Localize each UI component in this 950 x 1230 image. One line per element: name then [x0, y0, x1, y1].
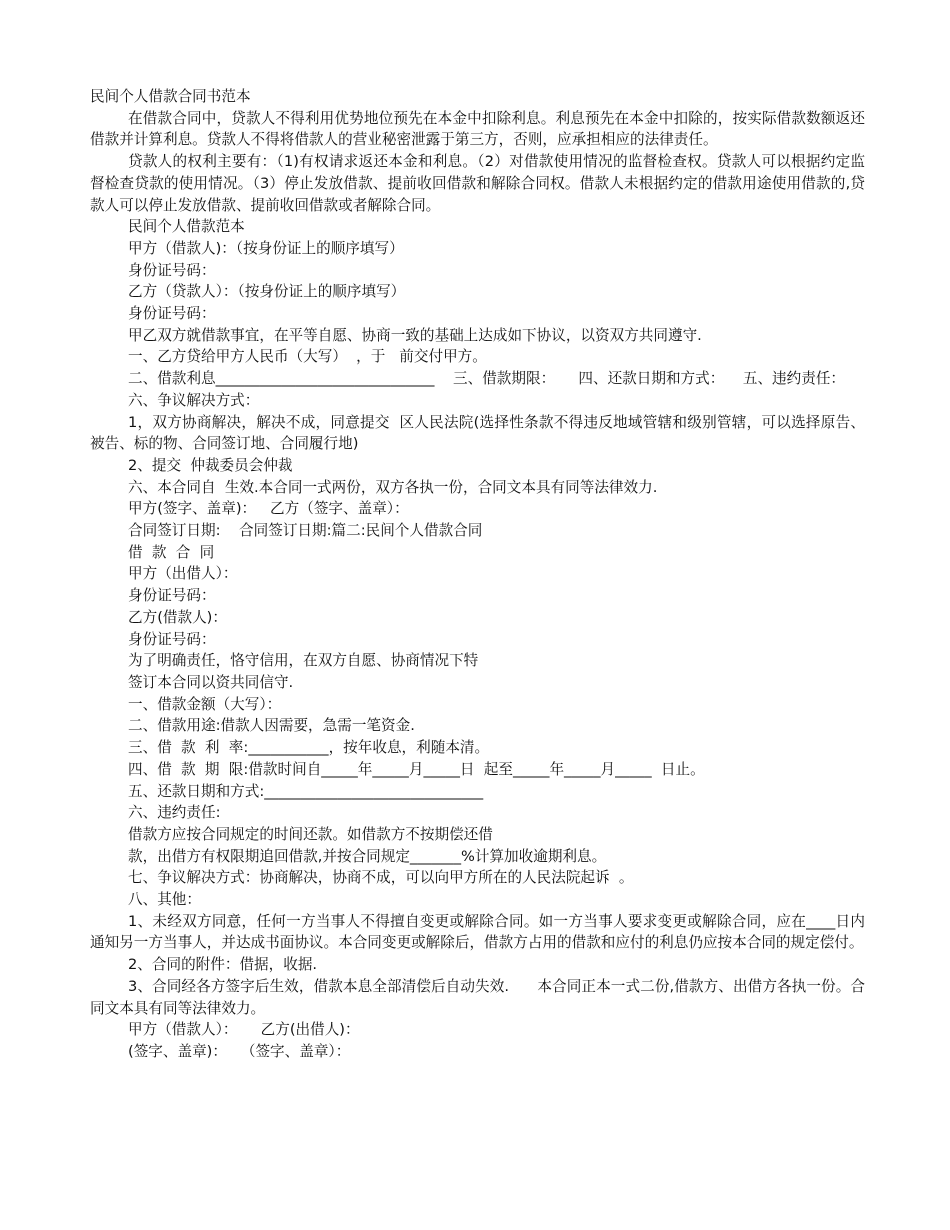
party-b-id-number-2: 身份证号码：: [128, 630, 216, 648]
party-a-id-number: 身份证号码：: [128, 261, 216, 279]
other-item-2: 2、合同的附件：借据，收据.: [128, 956, 318, 974]
clause-4-loan-period: 四、借 款 期 限:借款时间自_____年_____月_____日 起至_____年_____月_____ 日止。: [128, 760, 705, 778]
clause-5-repayment: 五、还款日期和方式:______________________________: [128, 782, 484, 800]
final-signature-parties: 甲方（借款人）： 乙方(出借人)：: [128, 1021, 360, 1039]
signature-line-parties: 甲方(签字、盖章)： 乙方（签字、盖章）：: [128, 500, 409, 518]
breach-line-1: 借款方应按合同规定的时间还款。如借款方不按期偿还借: [128, 825, 493, 843]
party-a-borrower: 甲方（借款人)：（按身份证上的顺序填写）: [128, 239, 404, 257]
clause-6-breach: 六、违约责任:: [128, 804, 221, 822]
clause-2-purpose: 二、借款用途:借款人因需要，急需一笔资金.: [128, 717, 415, 735]
clause-dispute-resolution: 六、争议解决方式：: [128, 391, 260, 409]
dispute-option-court: 1，双方协商解决，解决不成，同意提交 区人民法院(选择性条款不得违反地域管辖和级别管辖，可以选择原告、被告、标的物、合同签订地、合同履行地): [90, 413, 865, 453]
clause-8-other: 八、其他：: [128, 891, 201, 909]
dispute-option-arbitration: 2、提交 仲裁委员会仲裁: [128, 456, 293, 474]
clause-loan-amount: 一、乙方贷给甲方人民币（大写） ，于 前交付甲方。: [128, 348, 487, 366]
party-b-lender: 乙方（贷款人）：（按身份证上的顺序填写）: [128, 283, 406, 301]
preamble-line-1: 为了明确责任，恪守信用，在双方自愿、协商情况下特: [128, 652, 479, 670]
party-a-id-number-2: 身份证号码：: [128, 587, 216, 605]
preamble-line-2: 签订本合同以资共同信守.: [128, 673, 294, 691]
clause-3-interest-rate: 三、借 款 利 率:___________，按年收息，利随本清。: [128, 739, 490, 757]
other-item-1: 1、未经双方同意，任何一方当事人不得擅自变更或解除合同。如一方当事人要求变更或解除合同，应在____日内通知另一方当事人，并达成书面协议。本合同变更或解除后，借款方占用的借款和应付的利息仍应按本合同的规定偿付。: [90, 912, 865, 952]
agreement-preamble: 甲乙双方就借款事宜，在平等自愿、协商一致的基础上达成如下协议，以资双方共同遵守.: [128, 326, 702, 344]
section-title-loan-template: 民间个人借款范本: [128, 218, 245, 236]
party-b-borrower-2: 乙方(借款人)：: [128, 608, 227, 626]
paragraph-interest-deduction: 在借款合同中，贷款人不得利用优势地位预先在本金中扣除利息。利息预先在本金中扣除的，按实际借款数额返还借款并计算利息。贷款人不得将借款人的营业秘密泄露于第三方，否则，应承担相应的法律责任。: [90, 109, 865, 149]
clause-7-dispute: 七、争议解决方式：协商解决，协商不成，可以向甲方所在的人民法院起诉 。: [128, 869, 634, 887]
clause-1-amount: 一、借款金额（大写）：: [128, 695, 282, 713]
signing-date-line: 合同签订日期: 合同签订日期:篇二:民间个人借款合同: [128, 522, 483, 540]
party-b-id-number: 身份证号码：: [128, 305, 216, 323]
document-title: 民间个人借款合同书范本: [90, 88, 251, 105]
breach-line-2: 款，出借方有权限期追回借款,并按合同规定_______%计算加收逾期利息。: [128, 847, 607, 865]
paragraph-lender-rights: 贷款人的权利主要有：（1)有权请求返还本金和利息。（2）对借款使用情况的监督检查权。贷款人可以根据约定监督检查贷款的使用情况。（3）停止发放借款、提前收回借款和解除合同权。借款人未根据约定的借款用途使用借款的,贷款人可以停止发放借款、提前收回借款或者解除合同。: [90, 153, 865, 214]
party-a-lender-2: 甲方（出借人）：: [128, 565, 238, 583]
contract-heading: 借 款 合 同: [128, 543, 215, 561]
document-page: [90, 86, 865, 1063]
final-signature-stamp: (签字、盖章)： （签字、盖章）：: [128, 1042, 351, 1060]
clause-interest-term-repayment: 二、借款利息______________________________ 三、借款期限： 四、还款日期和方式： 五、违约责任：: [128, 370, 846, 388]
clause-effectiveness: 六、本合同自 生效.本合同一式两份，双方各执一份，合同文本具有同等法律效力.: [128, 478, 658, 496]
other-item-3: 3、合同经各方签字后生效，借款本息全部清偿后自动失效. 本合同正本一式二份,借款方、出借方各执一份。合同文本具有同等法律效力。: [90, 977, 865, 1017]
